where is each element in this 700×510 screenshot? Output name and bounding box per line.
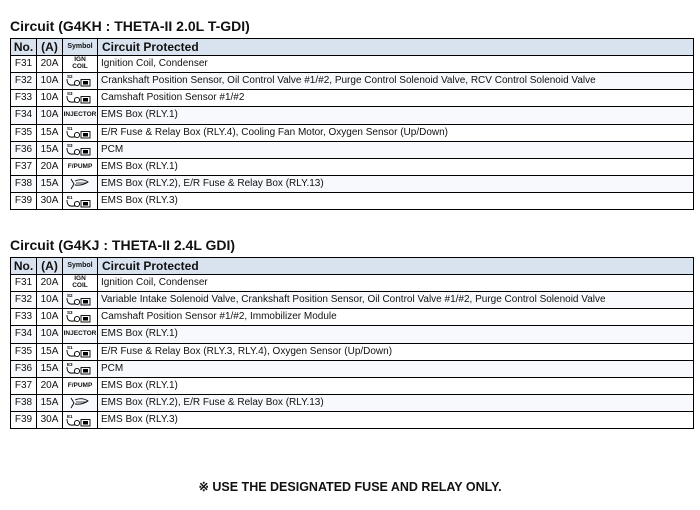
fuse-number-cell: F38 (11, 176, 37, 193)
relay-symbol (65, 361, 95, 375)
symbol-cell (63, 158, 98, 176)
symbol-label: INJECTOR (63, 330, 97, 337)
relay-icon (65, 344, 95, 358)
circuit-protected-cell: EMS Box (RLY.2), E/R Fuse & Relay Box (RLY.13) (98, 395, 694, 412)
fuse-usage-note: ※ USE THE DESIGNATED FUSE AND RELAY ONLY. (198, 480, 502, 494)
symbol-label: F/PUMP (67, 162, 93, 170)
table-row (11, 56, 694, 73)
circuit-protected-cell: Ignition Coil, Condenser (98, 275, 694, 292)
table-row (11, 275, 694, 292)
relay-icon (65, 194, 95, 208)
symbol-cell (63, 326, 98, 344)
col-header-symbol: Symbol (63, 39, 98, 56)
fuse-table-g4kh (10, 38, 694, 210)
relay-icon (65, 125, 95, 139)
fuse-rating-cell: 10A (37, 326, 63, 344)
fuse-number-cell: F36 (11, 141, 37, 158)
circuit-protected-cell: EMS Box (RLY.3) (98, 193, 694, 210)
col-header-amp: (A) (37, 258, 63, 275)
symbol-cell (63, 395, 98, 412)
table-header-row (11, 39, 694, 56)
sensor-symbol (66, 396, 94, 410)
sensor-symbol (66, 177, 94, 191)
col-header-no: No. (11, 39, 37, 56)
fuse-number-cell: F32 (11, 73, 37, 90)
fuse-number-cell: F36 (11, 360, 37, 377)
table-row (11, 412, 694, 429)
col-header-circuit: Circuit Protected (98, 39, 694, 56)
fuse-table-g4kj (10, 257, 694, 429)
svg-text:E1: E1 (67, 194, 73, 200)
fuse-rating-cell: 15A (37, 395, 63, 412)
fuse-number-cell: F39 (11, 412, 37, 429)
circuit-protected-cell: Crankshaft Position Sensor, Oil Control Valve #1/#2, Purge Control Solenoid Valve, RCV Control Solenoid Valve (98, 73, 694, 90)
fuse-rating-cell: 10A (37, 73, 63, 90)
relay-symbol (65, 90, 95, 104)
relay-symbol (65, 142, 95, 156)
table-row (11, 377, 694, 395)
symbol-cell (63, 176, 98, 193)
circuit-protected-cell: Variable Intake Solenoid Valve, Crankshaft Position Sensor, Oil Control Valve #1/#2, Purge Control Solenoid Valve (98, 292, 694, 309)
fuse-number-cell: F33 (11, 90, 37, 107)
fuse-rating-cell: 20A (37, 158, 63, 176)
fuse-rating-cell: 30A (37, 193, 63, 210)
table-row (11, 107, 694, 125)
symbol-cell (63, 124, 98, 141)
fuse-number-cell: F31 (11, 275, 37, 292)
relay-symbol (65, 309, 95, 323)
svg-text:S2: S2 (67, 74, 73, 80)
symbol-label-line: IGN (74, 56, 86, 64)
circuit-protected-cell: Ignition Coil, Condenser (98, 56, 694, 73)
table-section-g4kj (10, 236, 694, 429)
table-row (11, 309, 694, 326)
symbol-cell (63, 107, 98, 125)
circuit-protected-cell: EMS Box (RLY.1) (98, 326, 694, 344)
symbol-cell (63, 90, 98, 107)
relay-icon (65, 413, 95, 427)
relay-icon (65, 90, 95, 104)
symbol-cell (63, 377, 98, 395)
fuse-rating-cell: 15A (37, 124, 63, 141)
col-header-symbol: Symbol (63, 258, 98, 275)
symbol-label (72, 275, 88, 289)
symbol-cell (63, 309, 98, 326)
svg-text:S2: S2 (67, 293, 73, 299)
table-row (11, 395, 694, 412)
fuse-number-cell: F34 (11, 326, 37, 344)
col-header-circuit: Circuit Protected (98, 258, 694, 275)
fuse-number-cell: F33 (11, 309, 37, 326)
table-section-g4kh (10, 17, 694, 210)
symbol-label: F/PUMP (67, 381, 93, 389)
fuse-number-cell: F31 (11, 56, 37, 73)
symbol-cell (63, 141, 98, 158)
symbol-label (72, 56, 88, 70)
circuit-protected-cell: EMS Box (RLY.1) (98, 377, 694, 395)
symbol-cell (63, 360, 98, 377)
fuse-rating-cell: 15A (37, 141, 63, 158)
svg-text:E3: E3 (67, 362, 73, 367)
fuse-rating-cell: 15A (37, 343, 63, 360)
symbol-label-line: IGN (74, 275, 86, 283)
circuit-protected-cell: EMS Box (RLY.1) (98, 107, 694, 125)
fuse-number-cell: F37 (11, 377, 37, 395)
fuse-number-cell: F35 (11, 124, 37, 141)
circuit-protected-cell: PCM (98, 360, 694, 377)
symbol-cell (63, 73, 98, 90)
circuit-protected-cell: EMS Box (RLY.1) (98, 158, 694, 176)
table-row (11, 326, 694, 344)
fuse-number-cell: F39 (11, 193, 37, 210)
circuit-protected-cell: E/R Fuse & Relay Box (RLY.4), Cooling Fan Motor, Oxygen Sensor (Up/Down) (98, 124, 694, 141)
oxygen-sensor-icon (66, 396, 94, 410)
relay-symbol (65, 73, 95, 87)
circuit-protected-cell: EMS Box (RLY.2), E/R Fuse & Relay Box (RLY.13) (98, 176, 694, 193)
relay-icon (65, 73, 95, 87)
table-row (11, 124, 694, 141)
svg-text:S3: S3 (67, 143, 73, 148)
relay-icon (65, 361, 95, 375)
circuit-protected-cell: Camshaft Position Sensor #1/#2, Immobilizer Module (98, 309, 694, 326)
circuit-protected-cell: PCM (98, 141, 694, 158)
fuse-rating-cell: 10A (37, 292, 63, 309)
table-row (11, 343, 694, 360)
fuse-number-cell: F32 (11, 292, 37, 309)
symbol-label-line: COIL (72, 63, 88, 71)
fuse-number-cell: F37 (11, 158, 37, 176)
section-title: Circuit (G4KJ : THETA-II 2.4L GDI) (10, 237, 236, 253)
relay-symbol (65, 413, 95, 427)
fuse-rating-cell: 10A (37, 309, 63, 326)
symbol-label: INJECTOR (63, 111, 97, 118)
fuse-rating-cell: 15A (37, 176, 63, 193)
relay-icon (65, 142, 95, 156)
fuse-rating-cell: 10A (37, 107, 63, 125)
table-row (11, 360, 694, 377)
fuse-rating-cell: 15A (37, 360, 63, 377)
section-title: Circuit (G4KH : THETA-II 2.0L T-GDI) (10, 18, 250, 34)
symbol-cell (63, 275, 98, 292)
fuse-number-cell: F34 (11, 107, 37, 125)
col-header-amp: (A) (37, 39, 63, 56)
table-row (11, 73, 694, 90)
svg-text:S1: S1 (67, 126, 73, 131)
relay-symbol (65, 125, 95, 139)
fuse-rating-cell: 30A (37, 412, 63, 429)
svg-text:S3: S3 (67, 91, 73, 97)
relay-symbol (65, 344, 95, 358)
relay-icon (65, 292, 95, 306)
fuse-rating-cell: 20A (37, 56, 63, 73)
svg-text:S1: S1 (67, 345, 73, 350)
relay-symbol (65, 292, 95, 306)
circuit-protected-cell: Camshaft Position Sensor #1/#2 (98, 90, 694, 107)
col-header-no: No. (11, 258, 37, 275)
table-row (11, 158, 694, 176)
table-row (11, 141, 694, 158)
symbol-cell (63, 412, 98, 429)
symbol-cell (63, 56, 98, 73)
fuse-rating-cell: 20A (37, 275, 63, 292)
symbol-cell (63, 343, 98, 360)
table-row (11, 292, 694, 309)
svg-text:E1: E1 (67, 413, 73, 419)
symbol-cell (63, 193, 98, 210)
fuse-number-cell: F38 (11, 395, 37, 412)
table-row (11, 176, 694, 193)
svg-text:S3: S3 (67, 310, 73, 316)
symbol-cell (63, 292, 98, 309)
table-body (11, 275, 694, 429)
fuse-rating-cell: 20A (37, 377, 63, 395)
circuit-protected-cell: E/R Fuse & Relay Box (RLY.3, RLY.4), Oxygen Sensor (Up/Down) (98, 343, 694, 360)
table-header-row (11, 258, 694, 275)
table-row (11, 193, 694, 210)
table-row (11, 90, 694, 107)
relay-symbol (65, 194, 95, 208)
table-body (11, 56, 694, 210)
fuse-rating-cell: 10A (37, 90, 63, 107)
circuit-protected-cell: EMS Box (RLY.3) (98, 412, 694, 429)
symbol-label-line: COIL (72, 282, 88, 290)
oxygen-sensor-icon (66, 177, 94, 191)
fuse-number-cell: F35 (11, 343, 37, 360)
relay-icon (65, 309, 95, 323)
